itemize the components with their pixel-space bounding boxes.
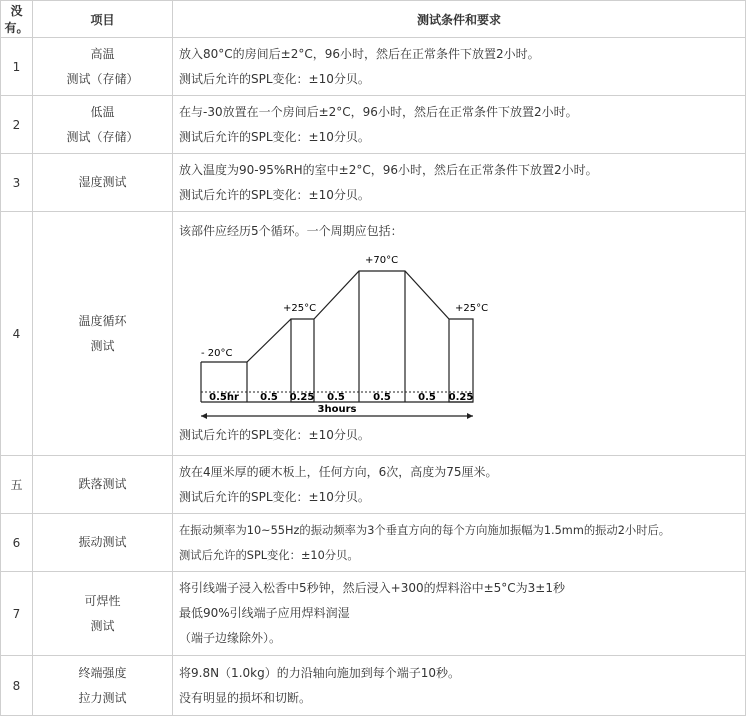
item-line: 测试 [90,618,115,633]
condition-line: 放入温度为90-95%RH的室中±2°C，96小时，然后在正常条件下放置2小时。 [179,162,598,177]
item-line: 测试 [90,338,115,353]
item-line: 终端强度 [78,665,127,680]
table-row [1,38,746,96]
row-item [33,456,173,514]
condition-line: 测试后允许的SPL变化：±10分贝。 [179,71,370,86]
row-conditions [173,96,746,154]
item-line: 振动测试 [78,535,127,549]
row-conditions [173,656,746,716]
row-number: 1 [1,38,33,96]
duration-label: 0.5 [373,392,391,403]
condition-line: 没有明显的损坏和切断。 [179,690,312,705]
item-line: 湿度测试 [78,175,127,189]
condition-line: （端子边缘除外）。 [179,631,282,645]
condition-intro: 该部件应经历5个循环。一个周期应包括： [179,224,403,238]
table-row [1,514,746,572]
item-line: 温度循环 [78,313,127,328]
row-conditions [173,154,746,212]
condition-line: 在与-30放置在一个房间后±2°C，96小时，然后在正常条件下放置2小时。 [179,104,578,119]
row-number: 2 [1,96,33,154]
table-row [1,456,746,514]
item-line: 低温 [90,104,115,119]
condition-line: 将9.8N（1.0kg）的力沿轴向施加到每个端子10秒。 [179,665,460,680]
item-line: 测试（存储） [66,71,139,86]
temp-label-mid-1: +25°C [283,303,317,314]
item-line: 跌落测试 [78,477,127,491]
condition-line: 放在4厘米厚的硬木板上，任何方向，6次，高度为75厘米。 [179,464,498,479]
table-row [1,96,746,154]
item-line: 测试（存储） [66,129,139,144]
arrow-left-icon [201,413,207,419]
table-row [1,656,746,716]
row-conditions [173,456,746,514]
condition-line: 将引线端子浸入松香中5秒钟，然后浸入+300的焊料浴中±5°C为3±1秒 [179,581,565,595]
header-row [1,1,746,38]
item-line: 拉力测试 [78,690,127,705]
temperature-cycle-svg [179,244,489,415]
condition-line: 测试后允许的SPL变化：±10分贝。 [179,129,370,144]
row-number: 五 [1,456,33,514]
table-row [1,212,746,456]
duration-label: 0.5 [260,392,278,403]
header-conditions: 测试条件和要求 [173,1,746,38]
row-number: 4 [1,212,33,456]
row-number: 6 [1,514,33,572]
temp-label-low: - 20°C [201,348,233,359]
row-item [33,38,173,96]
condition-line: 放入80°C的房间后±2°C，96小时，然后在正常条件下放置2小时。 [179,46,540,61]
row-item [33,656,173,716]
temperature-cycle-diagram [179,244,739,423]
condition-line: 测试后允许的SPL变化：±10分贝。 [179,489,370,504]
condition-line: 测试后允许的SPL变化：±10分贝。 [179,187,370,202]
row-conditions [173,514,746,572]
temp-label-mid-2: +25°C [455,303,489,314]
condition-line: 测试后允许的SPL变化：±10分贝。 [179,548,359,562]
table-row [1,154,746,212]
duration-label: 0.25 [448,392,474,403]
row-conditions [173,572,746,656]
duration-label: 0.25 [289,392,315,403]
item-line: 可焊性 [84,593,121,608]
row-number: 7 [1,572,33,656]
temperature-profile-line [201,271,473,402]
row-number: 8 [1,656,33,716]
item-line: 高温 [90,46,115,61]
total-duration-label: 3hours [317,404,357,415]
row-item [33,96,173,154]
arrow-right-icon [467,413,473,419]
header-no: 没有。 [1,1,33,38]
condition-line: 在振动频率为10~55Hz的振动频率为3个垂直方向的每个方向施加振幅为1.5mm的振动2小时后。 [179,523,671,537]
row-conditions [173,38,746,96]
row-item [33,572,173,656]
row-conditions [173,212,746,456]
duration-label: 0.5 [418,392,436,403]
row-item [33,514,173,572]
condition-line: 最低90%引线端子应用焊料润湿 [179,606,350,620]
table-row [1,572,746,656]
temp-label-high: +70°C [365,255,399,266]
row-item [33,154,173,212]
condition-line: 测试后允许的SPL变化：±10分贝。 [179,428,370,442]
row-number: 3 [1,154,33,212]
header-item: 项目 [33,1,173,38]
duration-label: 0.5hr [209,392,239,403]
row-item [33,212,173,456]
duration-label: 0.5 [327,392,345,403]
